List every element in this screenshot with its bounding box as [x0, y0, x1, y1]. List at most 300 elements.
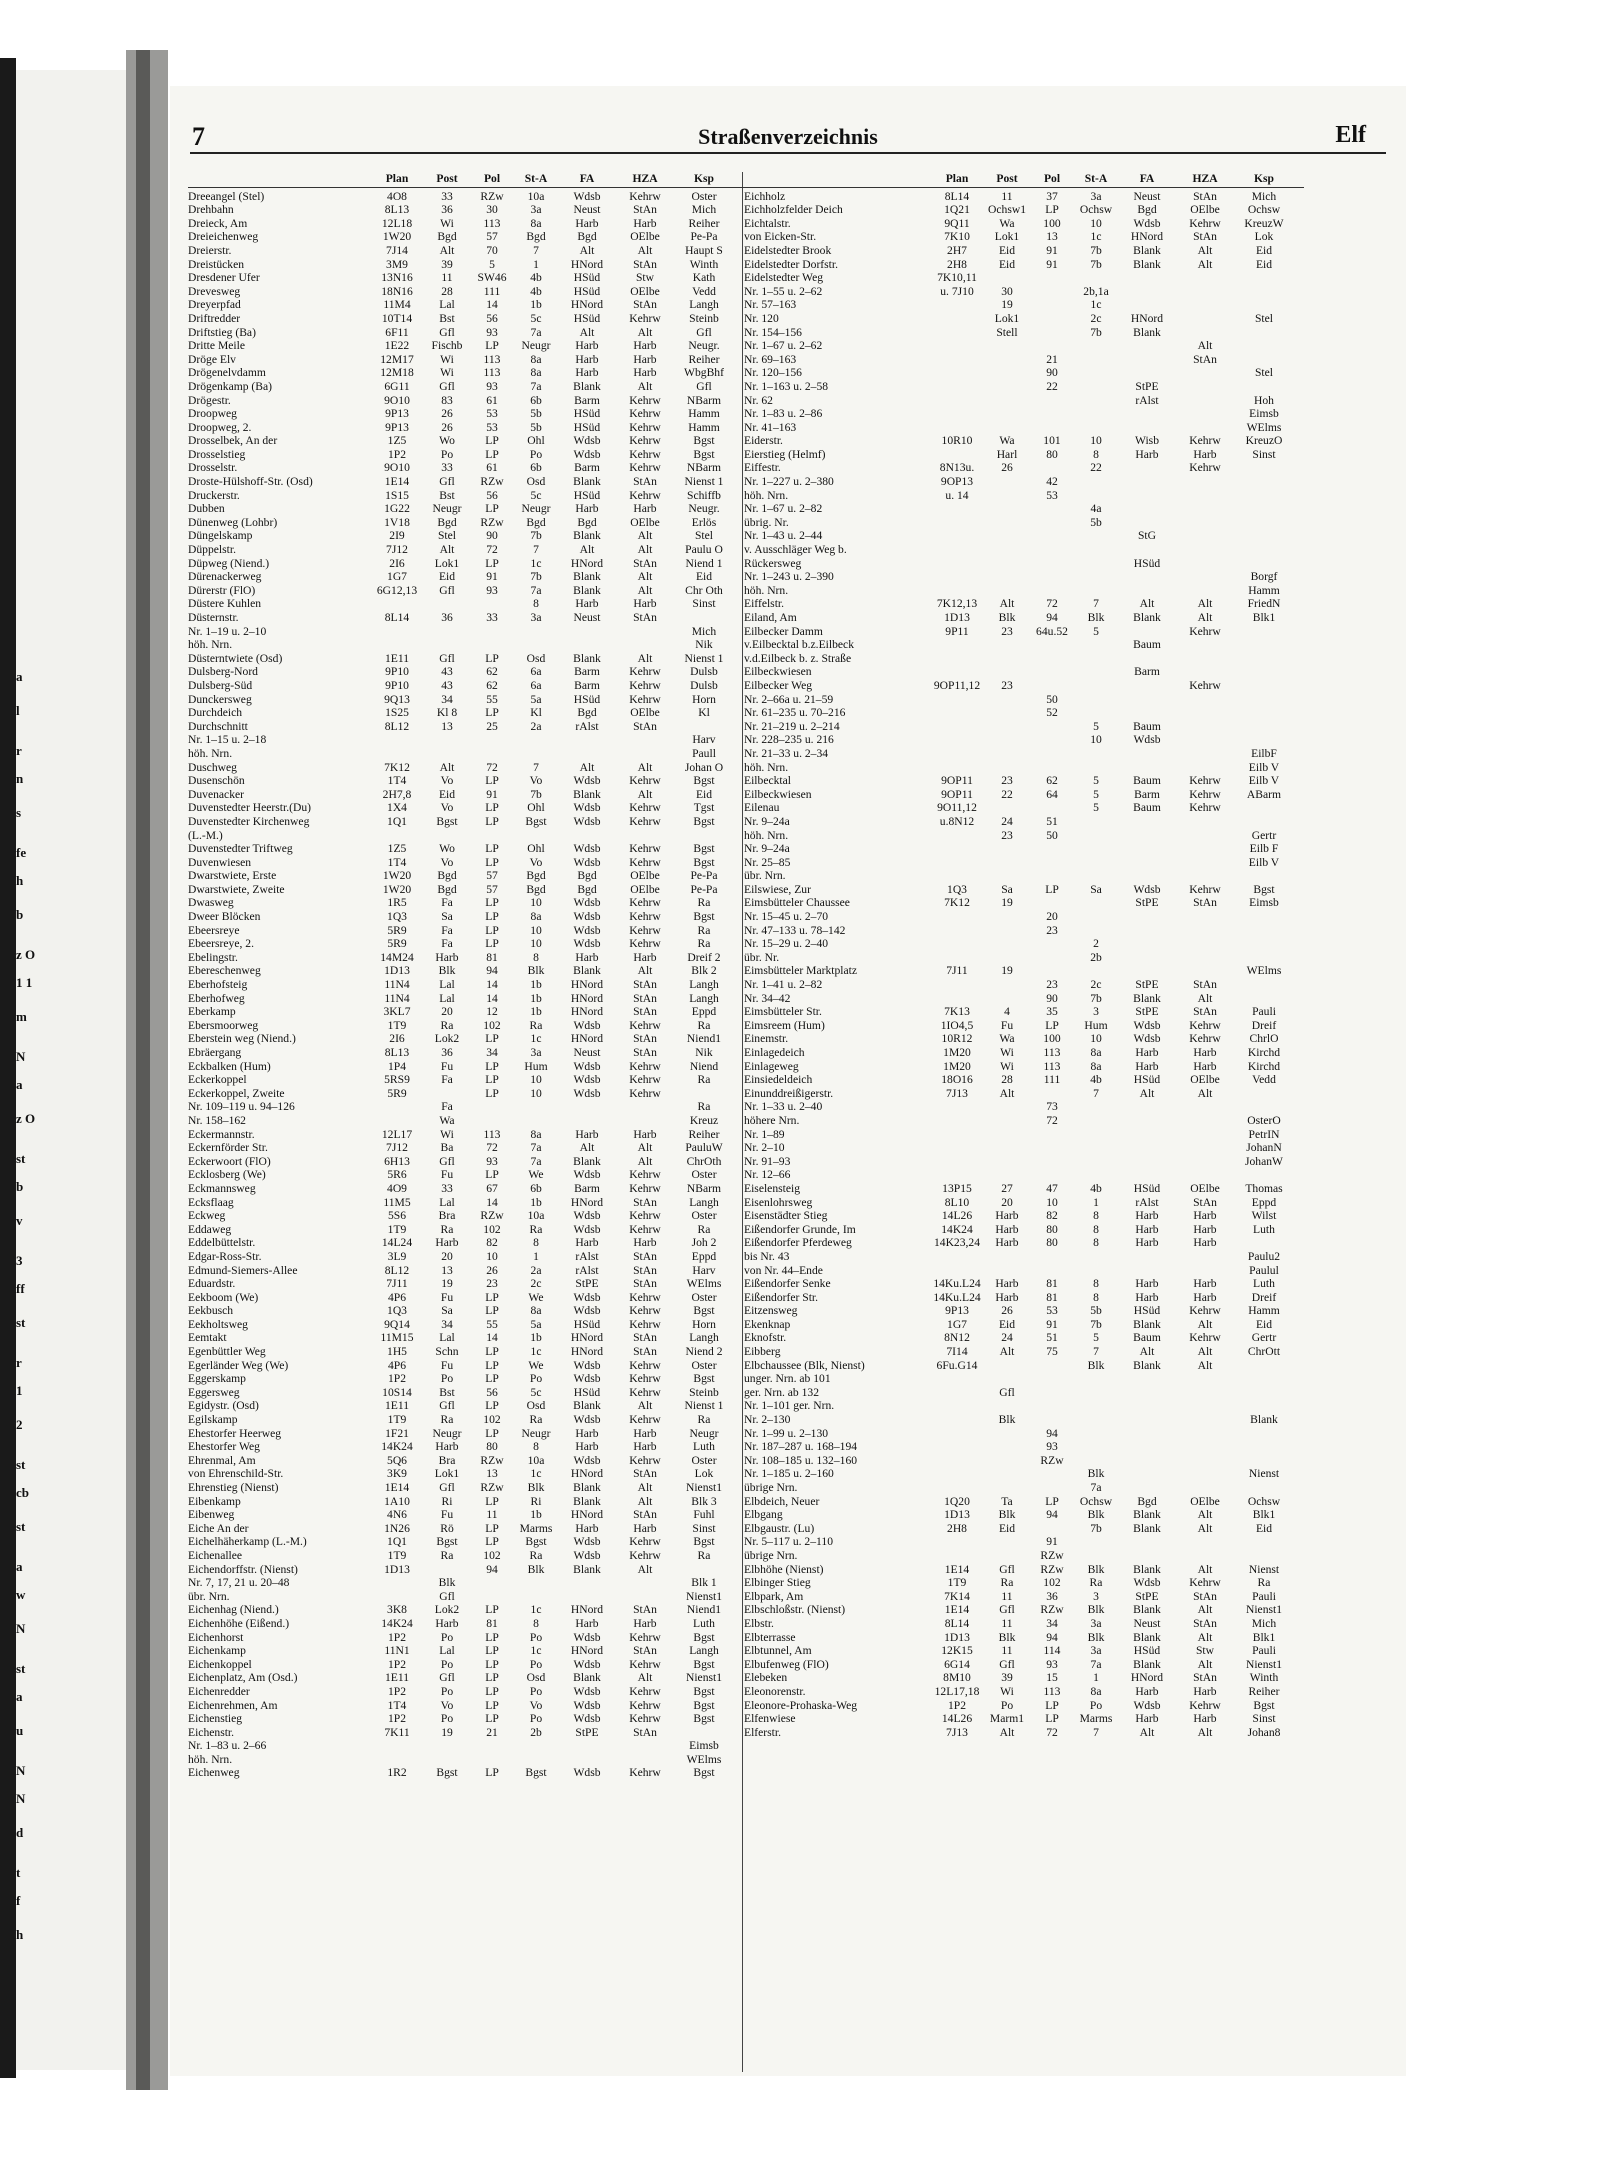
- street-name: Düngelskamp: [188, 529, 253, 543]
- cell: [1118, 502, 1176, 516]
- cell: [1074, 380, 1118, 394]
- street-name: Dubben: [188, 502, 225, 516]
- cell: [1030, 856, 1074, 870]
- cell: Ohl: [527, 801, 545, 815]
- table-row: [188, 1658, 748, 1672]
- cell: [930, 1549, 984, 1563]
- cell: [1074, 652, 1118, 666]
- cell: Bgst: [693, 910, 715, 924]
- cell: 91: [1046, 243, 1058, 257]
- cell: LP: [485, 1168, 499, 1182]
- cell: 7a: [530, 325, 542, 339]
- cell: 42: [1046, 475, 1058, 489]
- cell: Harb: [633, 366, 657, 380]
- table-row: [188, 1032, 748, 1046]
- table-row: [188, 1196, 748, 1210]
- cell: OsterO: [1247, 1113, 1281, 1127]
- cell: 102: [483, 1222, 501, 1236]
- cell: 4a: [1090, 502, 1102, 516]
- table-row: [744, 543, 1304, 557]
- cell: Luth: [1253, 1222, 1275, 1236]
- cell: 33: [486, 611, 498, 624]
- cell: Stel: [694, 529, 714, 543]
- cell: Wi: [440, 352, 454, 366]
- street-name: bis Nr. 43: [744, 1249, 790, 1263]
- cell: 11: [486, 1508, 498, 1522]
- cell: Wdsb: [573, 1712, 601, 1726]
- table-row: [188, 1712, 748, 1726]
- street-name: Dritte Meile: [188, 339, 245, 353]
- cell: StAn: [633, 1467, 657, 1481]
- cell: [1118, 584, 1176, 598]
- table-row: [188, 312, 748, 326]
- cell: Harb: [1135, 1236, 1159, 1250]
- street-name: Elbschloßstr. (Nienst): [744, 1603, 846, 1617]
- cell: LP: [485, 923, 499, 937]
- cell: Winth: [689, 257, 719, 271]
- cell: 4P6: [387, 1290, 407, 1304]
- table-row: [188, 1535, 748, 1549]
- cell: [1234, 801, 1294, 815]
- cell: Wo: [439, 842, 455, 856]
- table-row: [188, 1617, 748, 1631]
- cell: 83: [441, 393, 453, 407]
- cell: LP: [485, 447, 499, 461]
- cell: StPE: [575, 1277, 599, 1291]
- cell: LP: [485, 814, 499, 828]
- cell: 1D13: [944, 1630, 970, 1644]
- cell: 6b: [530, 461, 542, 475]
- cell: [1176, 869, 1234, 883]
- header-street: [744, 172, 930, 186]
- cell: [1118, 910, 1176, 924]
- street-name: Nr. 47–133 u. 78–142: [744, 923, 846, 937]
- cell: [1176, 1549, 1234, 1563]
- cell: Ra: [440, 1413, 454, 1427]
- cell: Blk: [1087, 1358, 1105, 1372]
- cell: Bgst: [693, 434, 715, 448]
- table-row: [744, 339, 1304, 353]
- table-row: [744, 394, 1304, 408]
- cell: Harb: [575, 1440, 599, 1454]
- cell: [1176, 502, 1234, 516]
- cell: [1118, 1399, 1176, 1413]
- cell: Ra: [529, 1222, 543, 1236]
- cell: Oster: [691, 1453, 717, 1467]
- table-row: [744, 1155, 1304, 1169]
- cell: 20: [441, 1249, 453, 1263]
- cell: 5: [1093, 1331, 1099, 1345]
- cell: Bgst: [693, 814, 715, 828]
- cell: HSüd: [573, 311, 601, 325]
- cell: [370, 829, 424, 843]
- street-name: Driftstieg (Ba): [188, 325, 256, 339]
- cell: Blank: [573, 529, 601, 543]
- cell: Wdsb: [573, 1684, 601, 1698]
- cell: Johan O: [684, 760, 724, 774]
- table-row: [744, 230, 1304, 244]
- cell: [1118, 1155, 1176, 1169]
- cell: Horn: [692, 1317, 716, 1331]
- cell: 2c: [1090, 978, 1102, 992]
- table-row: [744, 1386, 1304, 1400]
- cell: Alt: [637, 1671, 653, 1685]
- cell: Bgd: [1137, 203, 1157, 217]
- table-row: [188, 461, 748, 475]
- cell: LP: [485, 1358, 499, 1372]
- cell: [1118, 489, 1176, 503]
- cell: 43: [441, 665, 453, 679]
- cell: Alt: [637, 787, 653, 801]
- cell: [1234, 720, 1294, 734]
- cell: 20: [441, 1005, 453, 1019]
- street-name: Ehrenstieg (Nienst): [188, 1481, 279, 1494]
- cell: StAn: [633, 257, 657, 271]
- margin-fragment: z O: [16, 1111, 36, 1126]
- cell: Ra: [697, 937, 711, 951]
- cell: 8L12: [384, 719, 410, 733]
- cell: Fu: [440, 1508, 454, 1522]
- cell: 94: [1046, 1630, 1058, 1644]
- cell: 1b: [530, 991, 542, 1005]
- cell: [984, 1100, 1030, 1114]
- cell: rAlst: [1135, 393, 1159, 407]
- cell: 7a: [530, 1154, 542, 1168]
- cell: [1118, 1168, 1176, 1182]
- cell: 23: [1001, 624, 1013, 638]
- margin-fragment: b: [16, 1179, 24, 1194]
- cell: Alt: [999, 597, 1015, 611]
- cell: [984, 1467, 1030, 1481]
- cell: Bgst: [693, 1304, 715, 1318]
- cell: Niend: [689, 1059, 719, 1073]
- cell: Bgst: [693, 1698, 715, 1712]
- cell: Bgst: [693, 1684, 715, 1698]
- table-row: [188, 1236, 748, 1250]
- cell: 23: [1001, 774, 1013, 788]
- cell: Harb: [1135, 447, 1159, 461]
- cell: 1P4: [387, 1059, 407, 1073]
- cell: 1R5: [387, 896, 407, 910]
- cell: [470, 625, 514, 639]
- cell: [1234, 1087, 1294, 1101]
- cell: [930, 407, 984, 421]
- cell: [1176, 407, 1234, 421]
- table-row: [744, 693, 1304, 707]
- cell: [1176, 720, 1234, 734]
- table-row: [188, 407, 748, 421]
- cell: Langh: [689, 991, 719, 1005]
- cell: 9P13: [385, 420, 409, 434]
- street-name: Elbufenweg (FlO): [744, 1657, 829, 1671]
- cell: 67: [486, 1181, 498, 1195]
- cell: 8L13: [384, 203, 410, 217]
- cell: Blk: [1087, 1630, 1105, 1644]
- cell: 2c: [530, 1277, 542, 1291]
- cell: Fa: [441, 1073, 453, 1087]
- margin-fragment: r: [16, 1355, 22, 1370]
- cell: Wdsb: [573, 1453, 601, 1467]
- street-name: Eidelstedter Weg: [744, 271, 824, 285]
- cell: [1118, 693, 1176, 707]
- cell: [1118, 1100, 1176, 1114]
- cell: 9Q11: [944, 216, 970, 230]
- cell: 14L26: [941, 1712, 973, 1726]
- table-row: [188, 1155, 748, 1169]
- street-name: Eilenau: [744, 801, 780, 815]
- cell: HNord: [570, 1467, 604, 1481]
- street-name: Eichenkamp: [188, 1644, 246, 1658]
- cell: Alt: [1197, 1657, 1213, 1671]
- cell: [930, 924, 984, 938]
- cell: [1118, 1141, 1176, 1155]
- table-row: [188, 557, 748, 571]
- cell: 5R9: [387, 1086, 407, 1100]
- cell: 1Q3: [947, 882, 967, 896]
- street-name: Eidelstedter Brook: [744, 243, 832, 257]
- cell: Po: [440, 1684, 454, 1698]
- table-row: [188, 733, 748, 747]
- cell: [514, 1576, 558, 1590]
- street-name: Drehbahn: [188, 203, 234, 217]
- cell: [930, 1467, 984, 1481]
- cell: 5b: [530, 407, 542, 421]
- table-row: [188, 326, 748, 340]
- cell: StAn: [633, 1195, 657, 1209]
- cell: 43: [441, 678, 453, 692]
- table-row: [188, 394, 748, 408]
- cell: StAn: [633, 1046, 657, 1059]
- street-name: Eichenrehmen, Am: [188, 1698, 278, 1712]
- street-name: Ebelingstr.: [188, 950, 238, 964]
- cell: Bgst: [693, 1535, 715, 1549]
- cell: Fuhl: [693, 1508, 715, 1522]
- cell: 12L17: [381, 1127, 413, 1141]
- cell: [1030, 271, 1074, 285]
- cell: RZw: [1040, 1548, 1064, 1562]
- cell: 7b: [530, 570, 542, 584]
- table-row: [744, 1291, 1304, 1305]
- cell: [1176, 829, 1234, 843]
- cell: 14M24: [380, 950, 414, 964]
- street-name: Nr. 1–19 u. 2–10: [188, 624, 267, 638]
- cell: 7K13: [944, 1005, 970, 1019]
- table-row: [188, 1576, 748, 1590]
- cell: 1Q3: [387, 1304, 407, 1318]
- cell: Alt: [637, 325, 653, 339]
- cell: 2H8: [947, 257, 967, 271]
- cell: [1074, 679, 1118, 693]
- cell: Kehrw: [1189, 678, 1221, 692]
- cell: HSüd: [573, 488, 601, 502]
- cell: Blk: [1087, 1467, 1105, 1481]
- cell: Alt: [637, 1562, 653, 1576]
- cell: [1176, 638, 1234, 652]
- street-name: Eilswiese, Zur: [744, 882, 811, 896]
- cell: [1234, 529, 1294, 543]
- cell: 7b: [530, 787, 542, 801]
- cell: Neust: [1133, 189, 1161, 203]
- cell: [984, 652, 1030, 666]
- cell: [1118, 1250, 1176, 1264]
- cell: NBarm: [686, 461, 722, 475]
- street-name: Nr. 1–185 u. 2–160: [744, 1467, 834, 1481]
- cell: Alt: [1197, 1521, 1213, 1535]
- cell: [1030, 339, 1074, 353]
- cell: Alt: [637, 1481, 653, 1494]
- cell: StAn: [633, 1345, 657, 1359]
- street-name: ger. Nrn. ab 132: [744, 1385, 820, 1399]
- table-row: [188, 1073, 748, 1087]
- table-row: [188, 910, 748, 924]
- street-name: Nr. 1–67 u. 2–82: [744, 502, 823, 516]
- cell: 14Ku.L24: [933, 1277, 981, 1291]
- cell: 24: [1001, 814, 1013, 828]
- table-row: [744, 1073, 1304, 1087]
- cell: 2H8: [947, 1521, 967, 1535]
- cell: WElms: [1246, 420, 1282, 434]
- street-name: Eleonorenstr.: [744, 1684, 806, 1698]
- cell: Harb: [633, 216, 657, 230]
- street-name: übr. Nr.: [744, 950, 780, 964]
- cell: Alt: [1197, 1345, 1213, 1359]
- cell: StAn: [633, 556, 657, 570]
- cell: Wdsb: [1133, 1576, 1161, 1590]
- cell: [1118, 1386, 1176, 1400]
- cell: [514, 1590, 558, 1604]
- cell: [1074, 1155, 1118, 1169]
- table-row: [744, 1617, 1304, 1631]
- cell: Blank: [573, 570, 601, 584]
- cell: [930, 1372, 984, 1386]
- street-name: Eckweg: [188, 1209, 226, 1223]
- cell: [984, 747, 1030, 761]
- cell: HSüd: [1133, 1073, 1161, 1087]
- cell: rAlst: [1135, 1195, 1159, 1209]
- cell: Wo: [439, 434, 455, 448]
- table-row: [744, 625, 1304, 639]
- cell: Alt: [1197, 1508, 1213, 1522]
- street-name: (L.-M.): [188, 828, 223, 842]
- table-row: [188, 1060, 748, 1074]
- cell: Harb: [633, 339, 657, 353]
- cell: Sinst: [1252, 1712, 1276, 1726]
- cell: [930, 869, 984, 883]
- cell: StAn: [1193, 1671, 1217, 1685]
- cell: [674, 611, 734, 625]
- street-name: Ekenknap: [744, 1317, 791, 1331]
- margin-fragment: st: [16, 1151, 26, 1166]
- cell: Stel: [1254, 366, 1274, 380]
- cell: Alt: [439, 760, 455, 774]
- street-name: Nr. 1–33 u. 2–40: [744, 1100, 823, 1114]
- cell: 113: [1043, 1684, 1061, 1698]
- table-row: [744, 883, 1304, 897]
- cell: [558, 1114, 616, 1128]
- street-name: Eitzensweg: [744, 1304, 798, 1318]
- table-row: [188, 829, 748, 843]
- cell: Alt: [637, 964, 653, 978]
- cell: Reiher: [688, 1127, 720, 1141]
- street-name: Eichenplatz, Am (Osd.): [188, 1671, 298, 1685]
- cell: [1074, 1440, 1118, 1454]
- cell: [674, 1563, 734, 1577]
- cell: Bgst: [693, 447, 715, 461]
- cell: [984, 380, 1030, 394]
- table-row: [744, 461, 1304, 475]
- cell: LP: [1045, 1712, 1059, 1726]
- street-name: Ebereschenweg: [188, 964, 261, 978]
- cell: 1D13: [944, 611, 970, 624]
- cell: [984, 978, 1030, 992]
- street-name: Eichtalstr.: [744, 216, 791, 230]
- cell: StAn: [633, 1603, 657, 1617]
- cell: 3M9: [386, 257, 408, 271]
- cell: u. 7J10: [940, 284, 974, 298]
- cell: 11M4: [383, 298, 411, 312]
- cell: [984, 992, 1030, 1006]
- cell: Harb: [1135, 1290, 1159, 1304]
- cell: JohanN: [1246, 1141, 1282, 1155]
- street-name: Nr. 1–15 u. 2–18: [188, 733, 267, 747]
- cell: [1030, 502, 1074, 516]
- table-row: [188, 1739, 748, 1753]
- cell: 6b: [530, 1181, 542, 1195]
- cell: 5a: [530, 1317, 542, 1331]
- table-row: [188, 1440, 748, 1454]
- cell: Wilst: [1251, 1209, 1277, 1223]
- street-name: Nr. 21–33 u. 2–34: [744, 746, 829, 760]
- table-row: [744, 1454, 1304, 1468]
- cell: 4: [1004, 1005, 1010, 1019]
- cell: [1074, 1399, 1118, 1413]
- cell: Harb: [435, 1440, 459, 1454]
- cell: Wdsb: [573, 910, 601, 924]
- cell: Schiffb: [687, 488, 721, 502]
- table-row: [188, 1182, 748, 1196]
- cell: Wi: [1000, 1684, 1014, 1698]
- cell: Harb: [633, 597, 657, 611]
- cell: [470, 733, 514, 747]
- cell: [1030, 421, 1074, 435]
- margin-fragment: 1 1: [16, 975, 33, 990]
- street-name: Nr. 1–163 u. 2–58: [744, 379, 829, 393]
- cell: [1074, 1386, 1118, 1400]
- street-name: Eilbecker Weg: [744, 678, 813, 692]
- table-row: [188, 1372, 748, 1386]
- table-row: [744, 652, 1304, 666]
- cell: Alt: [637, 583, 653, 597]
- table-row: [744, 271, 1304, 285]
- cell: [370, 638, 424, 652]
- cell: [1030, 679, 1074, 693]
- cell: [1176, 937, 1234, 951]
- cell: [514, 1739, 558, 1753]
- street-name: Duschweg: [188, 760, 237, 774]
- table-row: [188, 230, 748, 244]
- cell: [1234, 1168, 1294, 1182]
- cell: Eppd: [1251, 1195, 1277, 1209]
- cell: Gfl: [999, 1603, 1015, 1617]
- cell: 23: [486, 1277, 498, 1291]
- street-name: Nr. 109–119 u. 94–126: [188, 1100, 295, 1114]
- street-name: übr. Nrn.: [188, 1589, 230, 1603]
- cell: [1234, 543, 1294, 557]
- cell: 19: [1001, 964, 1013, 978]
- street-name: Nr. 1–41 u. 2–82: [744, 978, 823, 992]
- street-name: Düsterntwiete (Osd): [188, 651, 283, 665]
- cell: Harb: [1135, 1684, 1159, 1698]
